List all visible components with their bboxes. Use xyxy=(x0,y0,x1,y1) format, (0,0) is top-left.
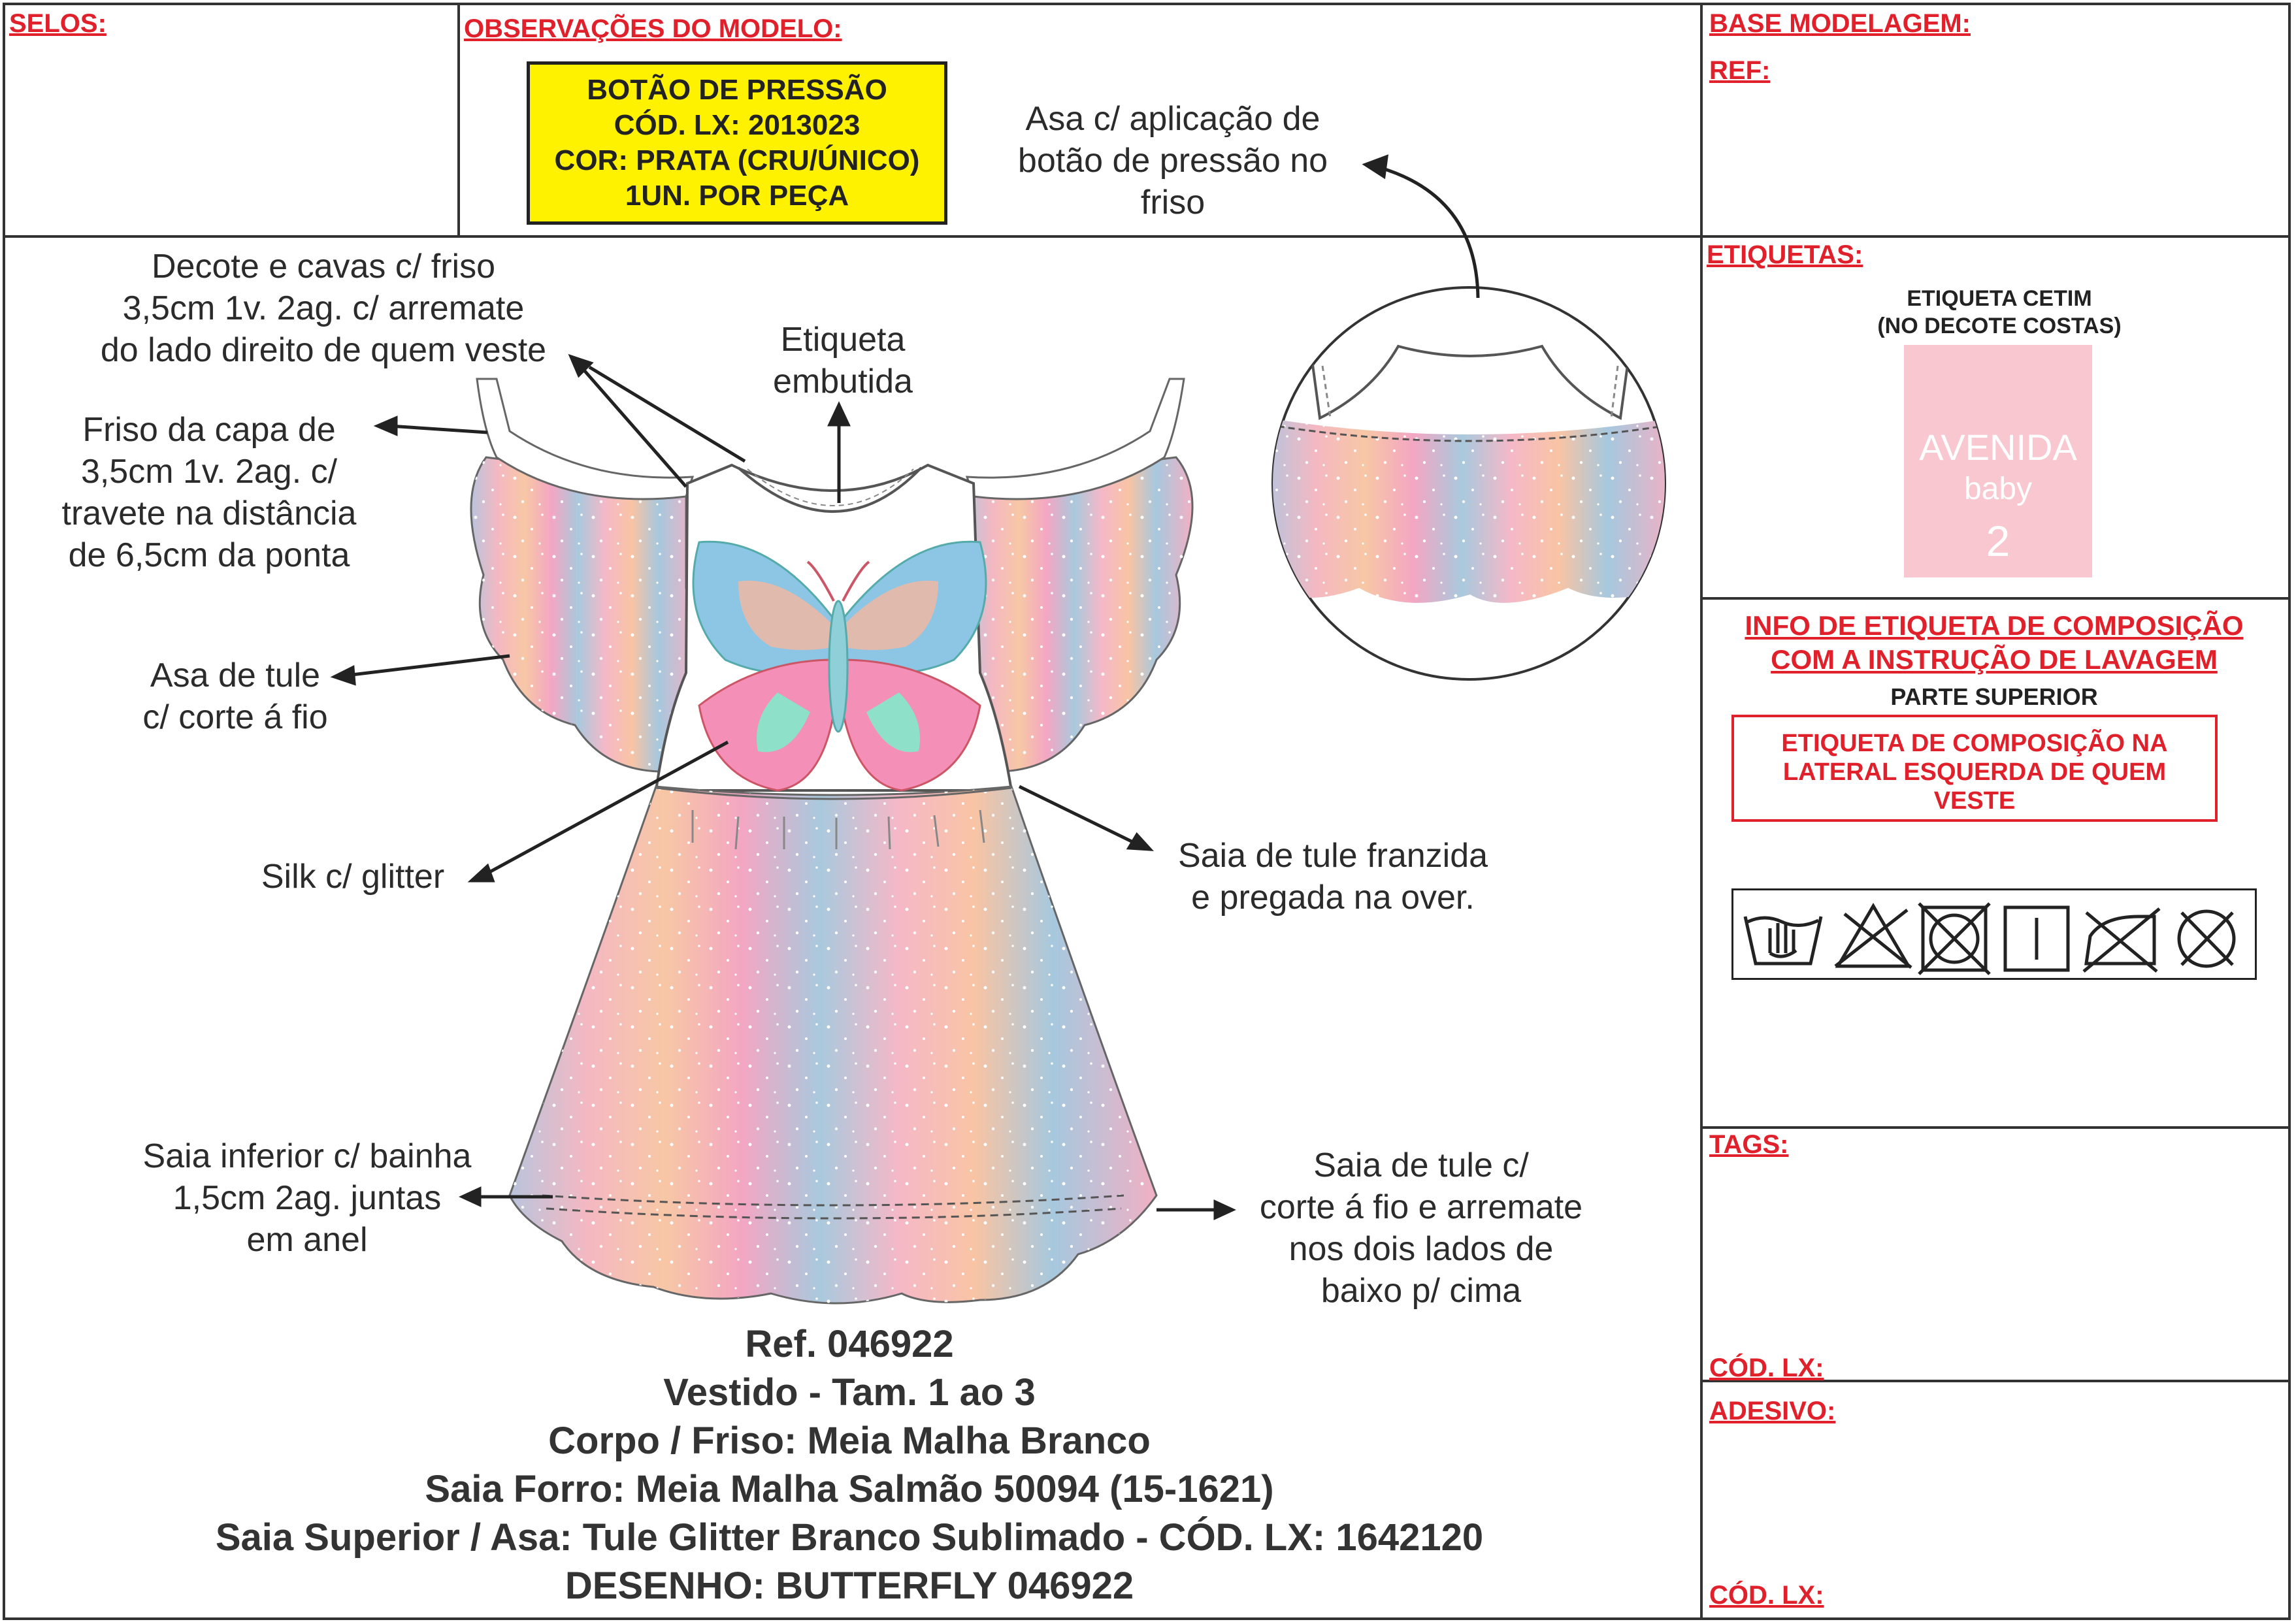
adesivo-heading: ADESIVO: xyxy=(1709,1397,1836,1425)
left-sleeve xyxy=(471,379,695,771)
note-line: corte á fio e arremate xyxy=(1259,1188,1583,1226)
note-line: Silk c/ glitter xyxy=(261,858,445,896)
ref-heading: REF: xyxy=(1709,56,1771,85)
spec-ref: Ref. 046922 xyxy=(745,1323,954,1365)
right-sleeve xyxy=(965,379,1192,771)
spec-desenho: DESENHO: BUTTERFLY 046922 xyxy=(565,1565,1134,1607)
etiquetas-heading: ETIQUETAS: xyxy=(1707,240,1863,269)
composicao-line: ETIQUETA DE COMPOSIÇÃO NA xyxy=(1781,730,2168,757)
note-line: do lado direito de quem veste xyxy=(100,331,547,369)
tags-heading: TAGS: xyxy=(1709,1130,1789,1159)
note-silk xyxy=(235,856,470,898)
brand-sub: baby xyxy=(1963,472,2033,506)
button-info-line: CÓD. LX: 2013023 xyxy=(614,109,861,141)
composicao-line: LATERAL ESQUERDA DE QUEM xyxy=(1782,758,2167,786)
cod-lx-adesivo: CÓD. LX: xyxy=(1709,1581,1824,1610)
cod-lx-tags: CÓD. LX: xyxy=(1709,1354,1824,1382)
spec-corpo: Corpo / Friso: Meia Malha Branco xyxy=(548,1420,1151,1462)
note-line: Etiqueta xyxy=(780,321,906,359)
note-line: Saia de tule c/ xyxy=(1313,1146,1529,1184)
note-line: Friso da capa de xyxy=(82,411,336,449)
detail-circle xyxy=(1268,287,1673,679)
button-info-line: BOTÃO DE PRESSÃO xyxy=(587,74,887,106)
note-line: Saia de tule franzida xyxy=(1177,837,1488,875)
note-asa-tule xyxy=(111,655,359,738)
note-line: friso xyxy=(1140,184,1205,221)
spec-product: Vestido - Tam. 1 ao 3 xyxy=(663,1371,1036,1414)
observacoes-heading: OBSERVAÇÕES DO MODELO: xyxy=(464,14,842,43)
note-friso-capa xyxy=(46,409,372,576)
note-etiqueta-embutida xyxy=(719,319,967,402)
spec-saia-superior: Saia Superior / Asa: Tule Glitter Branco Sublimado - CÓD. LX: 1642120 xyxy=(215,1516,1484,1559)
spec-saia-forro: Saia Forro: Meia Malha Salmão 50094 (15-1621) xyxy=(425,1468,1274,1510)
note-line: e pregada na over. xyxy=(1191,879,1475,917)
note-line: de 6,5cm da ponta xyxy=(68,536,350,574)
base-modelagem-heading: BASE MODELAGEM: xyxy=(1709,9,1971,38)
note-line: Saia inferior c/ bainha xyxy=(142,1137,472,1175)
note-line: Asa c/ aplicação de xyxy=(1025,100,1320,138)
brand-size: 2 xyxy=(1986,517,2010,565)
note-line: Asa de tule xyxy=(150,657,321,694)
composicao-heading-line: COM A INSTRUÇÃO DE LAVAGEM xyxy=(1771,644,2218,675)
composicao-heading-line: INFO DE ETIQUETA DE COMPOSIÇÃO xyxy=(1745,610,2244,641)
note-line: baixo p/ cima xyxy=(1320,1272,1522,1310)
note-line: 1,5cm 2ag. juntas xyxy=(172,1179,442,1217)
selos-heading: SELOS: xyxy=(9,9,107,38)
brand-name: AVENIDA xyxy=(1919,427,2077,468)
note-decote xyxy=(46,246,601,371)
note-line: 3,5cm 1v. 2ag. c/ arremate xyxy=(122,289,525,327)
note-asa-aplicacao xyxy=(967,98,1379,223)
note-line: c/ corte á fio xyxy=(142,698,328,736)
note-saia-inferior xyxy=(105,1135,510,1261)
composicao-line: VESTE xyxy=(1933,787,2016,815)
note-line: 3,5cm 1v. 2ag. c/ xyxy=(80,453,338,491)
parte-superior-label: PARTE SUPERIOR xyxy=(1890,683,2098,710)
etiqueta-cetim-line: ETIQUETA CETIM xyxy=(1907,286,2092,311)
note-line: em anel xyxy=(246,1221,368,1259)
note-line: nos dois lados de xyxy=(1288,1230,1554,1268)
note-line: botão de pressão no xyxy=(1017,142,1328,180)
note-line: travete na distância xyxy=(61,495,357,532)
note-line: Decote e cavas c/ friso xyxy=(152,248,495,285)
etiqueta-cetim-line: (NO DECOTE COSTAS) xyxy=(1877,314,2122,338)
button-info-line: COR: PRATA (CRU/ÚNICO) xyxy=(554,144,920,176)
skirt xyxy=(510,787,1156,1303)
note-saia-franzida xyxy=(1150,835,1516,918)
button-info-line: 1UN. POR PEÇA xyxy=(625,180,849,212)
note-line: embutida xyxy=(773,363,913,400)
note-saia-corte xyxy=(1228,1145,1614,1312)
